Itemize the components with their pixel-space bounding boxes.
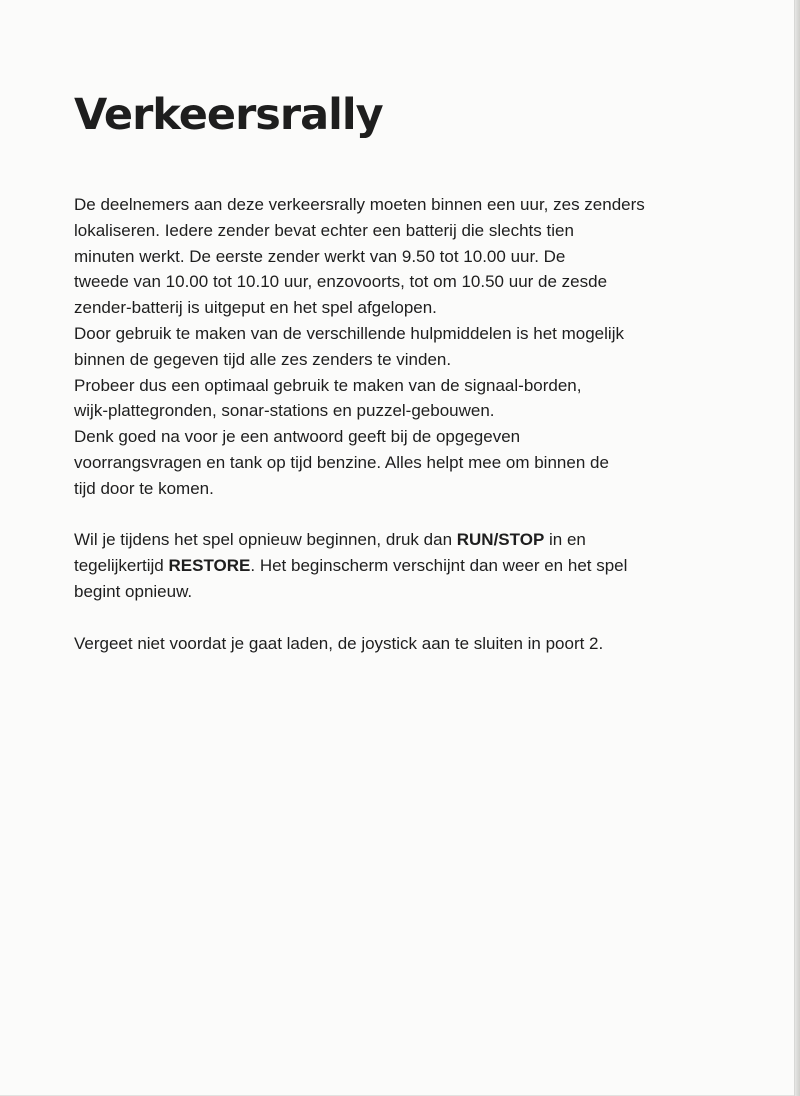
text-line: tijd door te komen. — [74, 478, 214, 498]
text-line: lokaliseren. Iedere zender bevat echter een batterij die slechts tien — [74, 220, 574, 240]
instructions-body — [74, 192, 754, 656]
page-edge — [795, 0, 800, 1096]
paragraph-restart — [74, 527, 754, 604]
text-line: De deelnemers aan deze verkeersrally moeten binnen een uur, zes zenders — [74, 195, 645, 214]
text-line: begint opnieuw. — [74, 581, 193, 601]
text-line — [74, 553, 754, 579]
text-line: Probeer dus een optimaal gebruik te maken van de signaal-borden, — [74, 375, 582, 395]
key-restore: RESTORE — [168, 556, 251, 576]
paragraph-gap — [74, 502, 754, 528]
text-line: voorrangsvragen en tank op tijd benzine. Alles helpt mee om binnen de — [74, 452, 609, 472]
text-line — [74, 527, 754, 553]
text-line: Denk goed na voor je een antwoord geeft bij de opgegeven — [74, 427, 521, 447]
text-line: tweede van 10.00 tot 10.10 uur, enzovoorts, tot om 10.50 uur de zesde — [74, 272, 608, 292]
text-line: Vergeet niet voordat je gaat laden, de joystick aan te sluiten in poort 2. — [74, 633, 604, 653]
text-line: wijk-plattegronden, sonar-stations en puzzel-gebouwen. — [74, 401, 495, 421]
text-line: binnen de gegeven tijd alle zes zenders te vinden. — [74, 349, 452, 369]
text-line: zender-batterij is uitgeput en het spel afgelopen. — [74, 298, 437, 318]
text-run: . Het beginscherm verschijnt dan weer en het spel — [250, 556, 628, 576]
page-title: Verkeersrally — [74, 90, 383, 140]
paragraph-joystick — [74, 631, 754, 657]
paragraph-rules — [74, 192, 754, 502]
text-run: tegelijkertijd — [74, 556, 169, 576]
text-line: minuten werkt. De eerste zender werkt van 9.50 tot 10.00 uur. De — [74, 246, 566, 266]
text-run: Wil je tijdens het spel opnieuw beginnen, druk dan — [74, 530, 457, 550]
text-run: in en — [544, 530, 586, 550]
key-runstop: RUN/STOP — [456, 530, 545, 550]
text-line: Door gebruik te maken van de verschillende hulpmiddelen is het mogelijk — [74, 323, 624, 343]
paragraph-gap — [74, 605, 754, 631]
